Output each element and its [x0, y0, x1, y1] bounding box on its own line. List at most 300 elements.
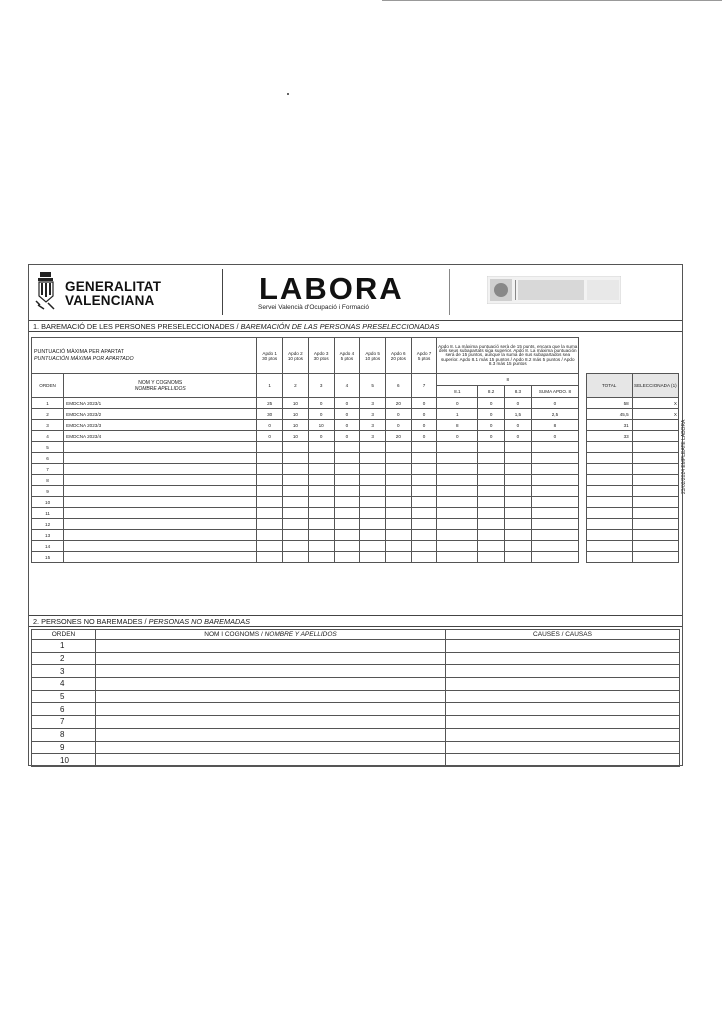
cell-nombre[interactable]: EMDCNA 2023/3 [64, 420, 257, 431]
cell-orden[interactable]: 14 [32, 541, 64, 552]
cell-apdo-5[interactable] [360, 519, 386, 530]
cell-apdo-1[interactable] [257, 453, 283, 464]
cell-causas[interactable] [446, 690, 680, 703]
labora-subtitle: Servei Valencià d'Ocupació i Formació [258, 304, 369, 311]
cell-nombre-2[interactable] [96, 716, 446, 729]
cell-apdo-6[interactable]: 0 [385, 420, 411, 431]
apdo-header: Apdo 2 10 ptos [283, 338, 309, 374]
generalitat-name [65, 280, 161, 308]
cell-total[interactable]: 31 [586, 420, 632, 431]
cell-8-1[interactable]: 0 [437, 431, 478, 442]
cell-total[interactable] [586, 442, 632, 453]
cell-suma-8[interactable] [531, 519, 578, 530]
cell-8-3[interactable] [505, 508, 532, 519]
cell-apdo-2[interactable] [283, 519, 309, 530]
cell-seleccionada[interactable] [632, 519, 678, 530]
cell-8-3[interactable]: 0 [505, 431, 532, 442]
cell-apdo-3[interactable] [308, 442, 334, 453]
cell-orden[interactable]: 4 [32, 431, 64, 442]
cell-8-3[interactable]: 1,5 [505, 409, 532, 420]
no-baremadas-row [32, 690, 680, 703]
section2-title-text: 2. PERSONES NO BAREMADES / [33, 617, 149, 626]
cell-seleccionada[interactable] [632, 508, 678, 519]
col-1: 1 [257, 374, 283, 398]
cell-seleccionada[interactable] [632, 552, 678, 563]
cell-8-2[interactable] [478, 519, 505, 530]
cell-apdo-7[interactable] [411, 508, 437, 519]
cell-nombre-2[interactable] [96, 678, 446, 691]
cell-apdo-2[interactable] [283, 486, 309, 497]
cell-suma-8[interactable]: 0 [531, 431, 578, 442]
cell-apdo-3[interactable] [308, 552, 334, 563]
cell-8-2[interactable] [478, 552, 505, 563]
cell-apdo-2[interactable]: 10 [283, 398, 309, 409]
cell-nombre[interactable] [64, 530, 257, 541]
cell-causas[interactable] [446, 665, 680, 678]
cell-apdo-3[interactable]: 10 [308, 420, 334, 431]
cell-8-2[interactable]: 0 [478, 409, 505, 420]
cell-apdo-6[interactable] [385, 519, 411, 530]
cell-8-2[interactable] [478, 475, 505, 486]
cell-seleccionada[interactable] [632, 464, 678, 475]
max-points-label-ca: PUNTUACIÓ MÀXIMA PER APARTAT [34, 349, 124, 355]
cell-apdo-2[interactable]: 10 [283, 409, 309, 420]
no-baremadas-row [32, 665, 680, 678]
cell-apdo-4[interactable] [334, 508, 360, 519]
cell-orden[interactable]: 6 [32, 453, 64, 464]
cell-suma-8[interactable] [531, 530, 578, 541]
cell-8-1[interactable] [437, 475, 478, 486]
cell-total[interactable] [586, 475, 632, 486]
cell-apdo-2[interactable] [283, 464, 309, 475]
cell-apdo-6[interactable] [385, 464, 411, 475]
cell-orden[interactable]: 3 [32, 420, 64, 431]
baremacion-row [32, 453, 679, 464]
cell-8-2[interactable]: 0 [478, 431, 505, 442]
cell-apdo-1[interactable] [257, 552, 283, 563]
cell-nombre-2[interactable] [96, 754, 446, 767]
cell-apdo-1[interactable] [257, 508, 283, 519]
cell-nombre-2[interactable] [96, 640, 446, 653]
no-baremadas-row [32, 678, 680, 691]
cell-orden-2: 4 [32, 678, 96, 691]
cell-8-1[interactable] [437, 552, 478, 563]
cell-apdo-4[interactable] [334, 541, 360, 552]
cell-8-3[interactable] [505, 552, 532, 563]
no-baremadas-row [32, 640, 680, 653]
cell-total[interactable]: 33 [586, 431, 632, 442]
cell-suma-8[interactable]: 2,5 [531, 409, 578, 420]
cell-nombre[interactable] [64, 475, 257, 486]
cell-8-3[interactable] [505, 486, 532, 497]
no-baremadas-row [32, 741, 680, 754]
cell-nombre[interactable] [64, 541, 257, 552]
cell-seleccionada[interactable] [632, 475, 678, 486]
cell-apdo-6[interactable] [385, 552, 411, 563]
cell-apdo-4[interactable] [334, 475, 360, 486]
cell-apdo-6[interactable]: 0 [385, 409, 411, 420]
cell-apdo-7[interactable] [411, 519, 437, 530]
cell-total[interactable] [586, 453, 632, 464]
apdo-header: Apdo 1 30 ptos [257, 338, 283, 374]
baremacion-row [32, 541, 679, 552]
cell-nombre-2[interactable] [96, 703, 446, 716]
cell-apdo-2[interactable] [283, 475, 309, 486]
cell-orden[interactable]: 2 [32, 409, 64, 420]
cell-suma-8[interactable] [531, 475, 578, 486]
cell-8-2[interactable] [478, 497, 505, 508]
no-baremadas-row [32, 652, 680, 665]
cell-total[interactable] [586, 497, 632, 508]
cell-apdo-5[interactable] [360, 552, 386, 563]
cell-total[interactable]: 58 [586, 398, 632, 409]
cell-apdo-7[interactable]: 0 [411, 431, 437, 442]
cell-seleccionada[interactable] [632, 497, 678, 508]
col-6: 6 [385, 374, 411, 398]
cell-apdo-2[interactable] [283, 497, 309, 508]
baremacion-row [32, 398, 679, 409]
header-divider-2 [449, 269, 450, 315]
cell-nombre[interactable] [64, 464, 257, 475]
cell-apdo-1[interactable] [257, 497, 283, 508]
cell-apdo-7[interactable]: 0 [411, 409, 437, 420]
col-nombre-2: NOM I COGNOMS / NOMBRE Y APELLIDOS [96, 630, 446, 640]
cell-8-3[interactable]: 0 [505, 398, 532, 409]
cell-apdo-1[interactable]: 30 [257, 409, 283, 420]
cell-orden-2: 10 [32, 754, 96, 767]
cell-apdo-2[interactable] [283, 552, 309, 563]
labora-logo: LABORA [259, 271, 404, 306]
cell-apdo-3[interactable] [308, 486, 334, 497]
cell-8-2[interactable] [478, 486, 505, 497]
cell-orden[interactable]: 10 [32, 497, 64, 508]
cell-total[interactable] [586, 508, 632, 519]
col-8-3: 8.3 [505, 386, 532, 398]
cell-nombre[interactable] [64, 497, 257, 508]
cell-apdo-5[interactable] [360, 475, 386, 486]
section1-title-text: 1. BAREMACIÓ DE LES PERSONES PRESELECCIONADES / [33, 322, 241, 331]
cell-apdo-3[interactable] [308, 464, 334, 475]
cell-8-2[interactable]: 0 [478, 420, 505, 431]
cell-apdo-7[interactable] [411, 552, 437, 563]
cell-8-3[interactable] [505, 464, 532, 475]
cell-seleccionada[interactable] [632, 530, 678, 541]
apdo-header: Apdo 5 10 ptos [360, 338, 386, 374]
cell-8-3[interactable] [505, 453, 532, 464]
cell-apdo-2[interactable]: 10 [283, 431, 309, 442]
cell-seleccionada[interactable]: X [632, 398, 678, 409]
cell-apdo-2[interactable] [283, 442, 309, 453]
cell-8-2[interactable]: 0 [478, 398, 505, 409]
cell-apdo-6[interactable] [385, 475, 411, 486]
cell-nombre[interactable] [64, 519, 257, 530]
cell-total[interactable] [586, 552, 632, 563]
cell-apdo-5[interactable] [360, 453, 386, 464]
cell-8-1[interactable] [437, 497, 478, 508]
cell-apdo-7[interactable] [411, 530, 437, 541]
cell-apdo-7[interactable]: 0 [411, 420, 437, 431]
header-divider [222, 269, 223, 315]
apdo-header: Apdo 7 5 ptos [411, 338, 437, 374]
cell-8-2[interactable] [478, 541, 505, 552]
cell-apdo-1[interactable] [257, 442, 283, 453]
cell-total[interactable] [586, 464, 632, 475]
cell-8-1[interactable] [437, 453, 478, 464]
cell-8-1[interactable]: 8 [437, 420, 478, 431]
cell-total[interactable] [586, 530, 632, 541]
scan-speck [287, 93, 289, 95]
cell-nombre-2[interactable] [96, 728, 446, 741]
cell-apdo-3[interactable]: 0 [308, 409, 334, 420]
cell-apdo-3[interactable] [308, 541, 334, 552]
cell-nombre-2[interactable] [96, 690, 446, 703]
generalitat-crest-icon [35, 271, 57, 311]
cell-8-3[interactable] [505, 497, 532, 508]
max-points-row [32, 338, 679, 374]
cell-nombre[interactable] [64, 486, 257, 497]
cell-suma-8[interactable] [531, 486, 578, 497]
cell-apdo-4[interactable]: 0 [334, 398, 360, 409]
cell-8-3[interactable] [505, 442, 532, 453]
cell-causas[interactable] [446, 703, 680, 716]
cell-apdo-6[interactable] [385, 486, 411, 497]
cell-apdo-1[interactable] [257, 486, 283, 497]
cell-total[interactable]: 45,5 [586, 409, 632, 420]
cell-8-1[interactable] [437, 442, 478, 453]
cell-seleccionada[interactable] [632, 453, 678, 464]
cell-apdo-5[interactable]: 3 [360, 420, 386, 431]
cell-suma-8[interactable]: 0 [531, 398, 578, 409]
cell-apdo-5[interactable]: 3 [360, 398, 386, 409]
cell-apdo-4[interactable]: 0 [334, 409, 360, 420]
cell-apdo-7[interactable] [411, 464, 437, 475]
cell-8-1[interactable]: 1 [437, 409, 478, 420]
cell-apdo-3[interactable] [308, 453, 334, 464]
cell-apdo-1[interactable]: 0 [257, 420, 283, 431]
no-baremadas-header [32, 630, 680, 640]
cell-apdo-2[interactable]: 10 [283, 420, 309, 431]
cell-total[interactable] [586, 486, 632, 497]
cell-apdo-2[interactable] [283, 541, 309, 552]
cell-apdo-5[interactable] [360, 464, 386, 475]
cell-8-2[interactable] [478, 530, 505, 541]
no-baremadas-row [32, 703, 680, 716]
cell-causas[interactable] [446, 741, 680, 754]
generalitat-logo [35, 271, 195, 315]
cell-nombre-2[interactable] [96, 741, 446, 754]
cell-apdo-6[interactable] [385, 508, 411, 519]
baremacion-row [32, 409, 679, 420]
cell-8-2[interactable] [478, 464, 505, 475]
cell-apdo-1[interactable]: 25 [257, 398, 283, 409]
cell-apdo-6[interactable] [385, 541, 411, 552]
cell-apdo-3[interactable] [308, 497, 334, 508]
cell-apdo-4[interactable]: 0 [334, 420, 360, 431]
cell-apdo-3[interactable] [308, 530, 334, 541]
cell-apdo-2[interactable] [283, 508, 309, 519]
col-4: 4 [334, 374, 360, 398]
cell-suma-8[interactable] [531, 541, 578, 552]
cell-seleccionada[interactable] [632, 420, 678, 431]
cell-apdo-2[interactable] [283, 530, 309, 541]
cell-apdo-3[interactable] [308, 508, 334, 519]
cell-seleccionada[interactable] [632, 442, 678, 453]
baremacion-row [32, 519, 679, 530]
cell-apdo-6[interactable]: 20 [385, 398, 411, 409]
cell-apdo-4[interactable] [334, 552, 360, 563]
col-suma-8: SUMA APDO. 8 [531, 386, 578, 398]
cell-apdo-5[interactable] [360, 442, 386, 453]
cell-orden[interactable]: 15 [32, 552, 64, 563]
baremacion-row [32, 464, 679, 475]
cell-apdo-5[interactable]: 3 [360, 409, 386, 420]
section1-title-italic: BAREMACIÓN DE LAS PERSONAS PRESELECCIONADAS [240, 322, 440, 331]
cell-8-2[interactable] [478, 508, 505, 519]
cell-apdo-3[interactable]: 0 [308, 398, 334, 409]
cell-orden[interactable]: 5 [32, 442, 64, 453]
cell-causas[interactable] [446, 754, 680, 767]
cell-apdo-1[interactable] [257, 541, 283, 552]
cell-8-2[interactable] [478, 453, 505, 464]
cell-apdo-3[interactable] [308, 519, 334, 530]
cell-8-3[interactable] [505, 541, 532, 552]
cell-apdo-7[interactable]: 0 [411, 398, 437, 409]
cell-apdo-5[interactable] [360, 497, 386, 508]
cell-total[interactable] [586, 541, 632, 552]
apdo-header: Apdo 4 5 ptos [334, 338, 360, 374]
cell-suma-8[interactable] [531, 497, 578, 508]
baremacion-body [32, 398, 679, 563]
cell-orden[interactable]: 12 [32, 519, 64, 530]
cell-8-3[interactable] [505, 530, 532, 541]
cell-orden-2: 6 [32, 703, 96, 716]
col-5: 5 [360, 374, 386, 398]
cell-8-1[interactable] [437, 508, 478, 519]
cell-apdo-4[interactable] [334, 464, 360, 475]
cell-apdo-6[interactable]: 20 [385, 431, 411, 442]
cell-nombre[interactable]: EMDCNA 2023/2 [64, 409, 257, 420]
cell-suma-8[interactable] [531, 453, 578, 464]
cell-apdo-4[interactable] [334, 486, 360, 497]
cell-apdo-4[interactable] [334, 519, 360, 530]
cell-apdo-1[interactable] [257, 475, 283, 486]
col-orden: ORDEN [32, 374, 64, 398]
col-2: 2 [283, 374, 309, 398]
cell-8-3[interactable]: 0 [505, 420, 532, 431]
cell-causas[interactable] [446, 728, 680, 741]
cell-nombre[interactable] [64, 453, 257, 464]
cell-nombre[interactable]: EMDCNA 2023/1 [64, 398, 257, 409]
cell-orden[interactable]: 1 [32, 398, 64, 409]
cell-apdo-5[interactable] [360, 541, 386, 552]
cell-causas[interactable] [446, 716, 680, 729]
cell-apdo-3[interactable]: 0 [308, 431, 334, 442]
col-8-2: 8.2 [478, 386, 505, 398]
cell-apdo-1[interactable] [257, 519, 283, 530]
cell-8-1[interactable] [437, 530, 478, 541]
cell-8-2[interactable] [478, 442, 505, 453]
cell-apdo-6[interactable] [385, 442, 411, 453]
cell-seleccionada[interactable] [632, 541, 678, 552]
cell-nombre-2[interactable] [96, 652, 446, 665]
cell-8-1[interactable]: 0 [437, 398, 478, 409]
col-7: 7 [411, 374, 437, 398]
cell-nombre[interactable] [64, 508, 257, 519]
cell-8-3[interactable] [505, 519, 532, 530]
cell-causas[interactable] [446, 652, 680, 665]
baremacion-row [32, 475, 679, 486]
cell-apdo-6[interactable] [385, 453, 411, 464]
cell-suma-8[interactable]: 8 [531, 420, 578, 431]
cell-orden[interactable]: 7 [32, 464, 64, 475]
cell-apdo-6[interactable] [385, 497, 411, 508]
cell-nombre[interactable] [64, 442, 257, 453]
cell-8-1[interactable] [437, 486, 478, 497]
cell-apdo-1[interactable]: 0 [257, 431, 283, 442]
cell-orden[interactable]: 13 [32, 530, 64, 541]
cell-apdo-5[interactable]: 3 [360, 431, 386, 442]
cell-seleccionada[interactable] [632, 431, 678, 442]
generalitat-line2: VALENCIANA [65, 293, 155, 308]
cell-apdo-7[interactable] [411, 541, 437, 552]
cell-apdo-4[interactable]: 0 [334, 431, 360, 442]
cell-apdo-7[interactable] [411, 497, 437, 508]
baremacion-row [32, 497, 679, 508]
cell-apdo-7[interactable] [411, 486, 437, 497]
cell-orden[interactable]: 11 [32, 508, 64, 519]
cell-causas[interactable] [446, 640, 680, 653]
cell-apdo-7[interactable] [411, 453, 437, 464]
cell-8-3[interactable] [505, 475, 532, 486]
cell-apdo-3[interactable] [308, 475, 334, 486]
cell-apdo-4[interactable] [334, 453, 360, 464]
cell-orden-2: 3 [32, 665, 96, 678]
cell-apdo-1[interactable] [257, 464, 283, 475]
cell-apdo-4[interactable] [334, 530, 360, 541]
cell-suma-8[interactable] [531, 442, 578, 453]
cell-apdo-5[interactable] [360, 486, 386, 497]
cell-nombre-2[interactable] [96, 665, 446, 678]
cell-seleccionada[interactable]: X [632, 409, 678, 420]
cell-apdo-6[interactable] [385, 530, 411, 541]
cell-apdo-2[interactable] [283, 453, 309, 464]
cell-apdo-5[interactable] [360, 508, 386, 519]
cell-suma-8[interactable] [531, 508, 578, 519]
cell-seleccionada[interactable] [632, 486, 678, 497]
cell-apdo-5[interactable] [360, 530, 386, 541]
section2-title-italic: PERSONAS NO BAREMADAS [148, 617, 250, 626]
baremacion-table [31, 337, 679, 563]
cell-suma-8[interactable] [531, 464, 578, 475]
cell-apdo-4[interactable] [334, 442, 360, 453]
cell-nombre[interactable]: EMDCNA 2023/4 [64, 431, 257, 442]
cell-nombre[interactable] [64, 552, 257, 563]
cell-total[interactable] [586, 519, 632, 530]
cell-8-1[interactable] [437, 464, 478, 475]
cell-apdo-7[interactable] [411, 442, 437, 453]
col-causas: CAUSES / CAUSAS [446, 630, 680, 640]
cell-apdo-4[interactable] [334, 497, 360, 508]
max-points-label-es: PUNTUACIÓN MÁXIMA POR APARTADO [34, 355, 134, 362]
cell-causas[interactable] [446, 678, 680, 691]
cell-8-1[interactable] [437, 519, 478, 530]
cell-orden[interactable]: 9 [32, 486, 64, 497]
cell-apdo-7[interactable] [411, 475, 437, 486]
cell-suma-8[interactable] [531, 552, 578, 563]
cell-apdo-1[interactable] [257, 530, 283, 541]
cell-8-1[interactable] [437, 541, 478, 552]
cell-orden[interactable]: 8 [32, 475, 64, 486]
